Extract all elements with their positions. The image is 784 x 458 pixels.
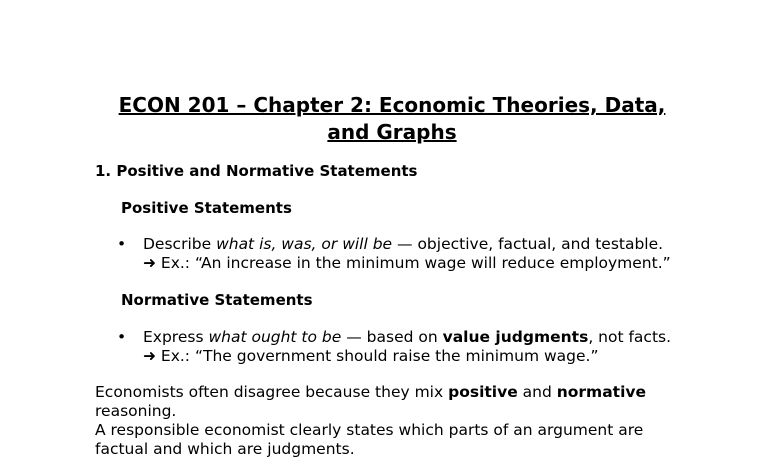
subheading-normative: Normative Statements xyxy=(121,291,313,309)
paragraph-prefix: Economists often disagree because they mix xyxy=(95,383,449,401)
document-title-line-2: and Graphs xyxy=(327,120,457,144)
paragraph-line-3: A responsible economist clearly states which parts of an argument are xyxy=(95,421,644,439)
paragraph-line-1 xyxy=(95,383,646,401)
list-item-normative xyxy=(117,328,671,346)
paragraph-line-4: factual and which are judgments. xyxy=(95,440,355,458)
normative-desc-italic: what ought to be xyxy=(208,328,342,346)
normative-desc-bold: value judgments xyxy=(442,328,589,346)
paragraph-mid: and xyxy=(517,383,557,401)
subheading-positive: Positive Statements xyxy=(121,199,292,217)
paragraph-line-2: reasoning. xyxy=(95,402,177,420)
paragraph-bold-normative: normative xyxy=(556,383,647,401)
positive-example: ➜ Ex.: “An increase in the minimum wage will reduce employment.” xyxy=(143,254,671,272)
paragraph-bold-positive: positive xyxy=(448,383,518,401)
normative-desc-prefix: Express xyxy=(143,328,209,346)
document-title-line-1: ECON 201 – Chapter 2: Economic Theories, Data, xyxy=(118,93,666,117)
normative-example: ➜ Ex.: “The government should raise the minimum wage.” xyxy=(143,347,599,365)
positive-desc-italic: what is, was, or will be xyxy=(216,235,393,253)
section-heading: 1. Positive and Normative Statements xyxy=(95,162,418,180)
normative-desc-mid: — based on xyxy=(341,328,443,346)
normative-desc-suffix: , not facts. xyxy=(588,328,672,346)
list-item-positive xyxy=(117,235,663,253)
positive-desc-prefix: Describe xyxy=(143,235,217,253)
positive-desc-suffix: — objective, factual, and testable. xyxy=(392,235,664,253)
bullet-icon: • xyxy=(117,235,127,253)
bullet-icon: • xyxy=(117,328,127,346)
